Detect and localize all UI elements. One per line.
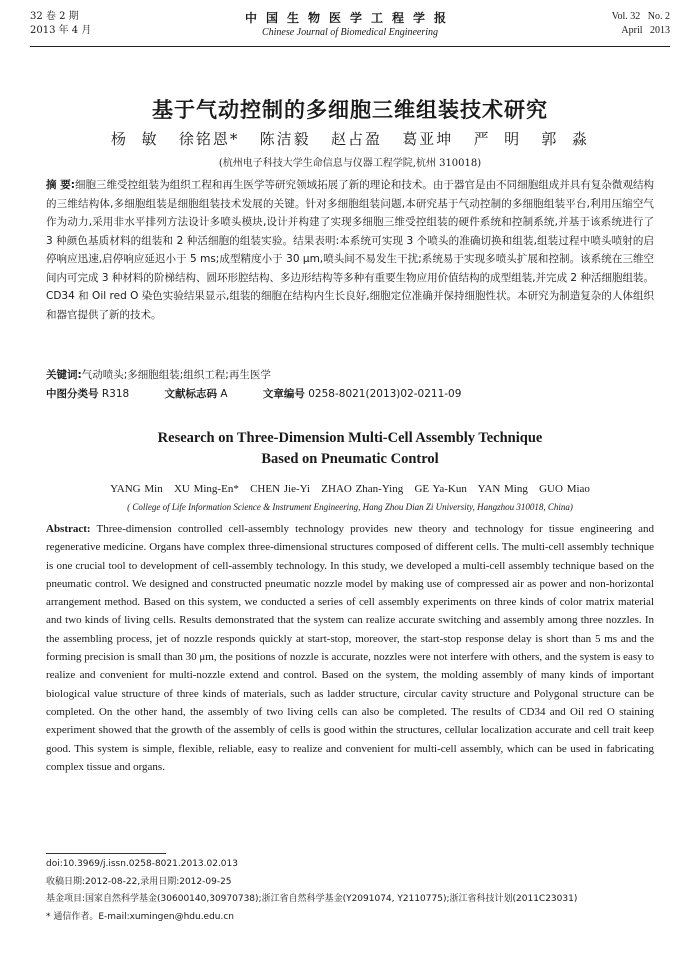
en-title — [0, 428, 700, 470]
en-title-line2: Based on Pneumatic Control — [261, 451, 439, 467]
en-authors: YANG Min XU Ming-En* CHEN Jie-Yi ZHAO Zhan-Ying GE Ya-Kun YAN Ming GUO Miao — [110, 483, 590, 495]
date-en: April 2013 — [621, 25, 670, 36]
en-title-line1: Research on Three-Dimension Multi-Cell Assembly Technique — [157, 430, 543, 446]
en-abstract-text: Three-dimension controlled cell-assembly technology provides new theory and technology for tissue engineering and regenerative medicine. Organs have complex three-dimensional structures composed of different cells. The multi-cell assembly technique is one crucial tool to development of cell-assembly technology. In this study, we developed a multi-cell assembly technique based on the pneumatic control. We designed and constructed pneumatic nozzle model by making use of compressed air as power and non-horizontal arrangement method. Based on this system, we conducted a series of cell assembly experiments on three kinds of color matrix material and two kinds of living cells. Results demonstrated that the system can realize accurate switching and assembly among three nozzles. In the assembling process, jet of nozzle responds quickly at start-stop, moreover, the start-stop response delay is short than 5 ms and the forming precision is small than 30 μm, the positions of nozzle is accurate, nozzles were not interfere with others, and the system is easy to realize and convenient for multi-nozzle extend and control. Based on the system, the molding assembly of many kinds of important biological value structure of three kinds of materials, such as ladder structure, circular cavity structure and Polygonal structure can be completed. On the other hand, the assembly of two living cells can also be completed. The results of CD34 and Oil red O staining experiment showed that the growth of the assembly of cells is good within the structures, cellular localization accurate and cell trait keep good. This system is simple, flexible, reliable, easy to realize and convenient for multi-cell assembly, which can be used in fabricating complex tissue and organs. — [46, 523, 654, 773]
en-affiliation: ( College of Life Information Science & Instrument Engineering, Hang Zhou Dian Zi University, Hangzhou 310018, China) — [127, 502, 573, 512]
clc-label: 中图分类号 — [46, 388, 99, 400]
date-cn: 2013 年 4 月 — [30, 25, 92, 36]
footnotes — [46, 856, 654, 926]
en-abstract — [46, 520, 654, 776]
cn-authors: 杨 敏 徐铭恩* 陈洁毅 赵占盈 葛亚坤 严 明 郭 淼 — [111, 130, 589, 148]
journal-name-cn: 中国生物医学工程学报 — [244, 11, 455, 25]
volume-issue-cn: 32 卷 2 期 — [30, 11, 79, 22]
header-rule — [30, 46, 670, 47]
cn-abstract-text: 细胞三维受控组装为组织工程和再生医学等研究领域拓展了新的理论和技术。由于器官是由不同细胞组成并具有复杂微观结构的三维结构体,多细胞组装是细胞组装技术发展的关键。针对多细胞组装问题,本研究基于气动控制的多细胞组装平台,利用压缩空气作为动力,采用非水平排列方法设计多喷头模块,设计并构建了实现多细胞三维受控组装的硬件系统和控制系统,并基于该系统进行了 3 种颜色基质材料的组装和 2 种活细胞的组装实验。结果表明:本系统可实现 3 个喷头的准确切换和组装,组装过程中喷头喷射的启停响应迅速,启停响应延迟小于 5 ms;成型精度小于 30 μm,喷头间不易发生干扰;系统易于实现多喷头扩展和控制。该系统在三维空间内可完成 3 种材料的阶梯结构、圆环形腔结构、多边形结构等多种有重要生物应用价值结构的成型组装,并完成 2 种活细胞组装。CD34 和 Oil red O 染色实验结果显示,组装的细胞在结构内生长良好,细胞定位准确并保持细胞性状。本研究为制造复杂的人体组织和器官提供了新的技术。 — [46, 179, 655, 321]
header-right — [612, 10, 670, 38]
footnote-rule — [46, 853, 166, 854]
volume-issue-en: Vol. 32 No. 2 — [611, 11, 670, 22]
cn-keywords — [46, 367, 654, 383]
doc-code-label: 文献标志码 — [164, 388, 218, 400]
cn-abstract-label: 摘 要: — [46, 179, 75, 191]
cn-abstract — [46, 176, 654, 324]
cn-keywords-text: 气动喷头;多细胞组装;组织工程;再生医学 — [81, 369, 271, 381]
header-center — [30, 10, 670, 40]
cn-title: 基于气动控制的多细胞三维组装技术研究 — [152, 98, 548, 122]
doc-code-value: A — [220, 388, 228, 400]
article-no-value: 0258-8021(2013)02-0211-09 — [308, 388, 462, 400]
running-header — [30, 10, 670, 44]
clc-value: R318 — [101, 388, 130, 400]
article-no-label: 文章编号 — [262, 388, 305, 400]
cn-classification — [46, 386, 654, 402]
corresponding-author: * 通信作者。E-mail:xumingen@hdu.edu.cn — [46, 911, 235, 922]
journal-name-en: Chinese Journal of Biomedical Engineering — [261, 27, 439, 38]
cn-affiliation: (杭州电子科技大学生命信息与仪器工程学院,杭州 310018) — [218, 158, 482, 169]
cn-keywords-label: 关键词: — [46, 369, 82, 381]
en-abstract-label: Abstract: — [46, 523, 91, 535]
received-dates: 收稿日期:2012-08-22,录用日期:2012-09-25 — [46, 876, 232, 887]
funding: 基金项目:国家自然科学基金(30600140,30970738);浙江省自然科学基金(Y2091074, Y2110775);浙江省科技计划(2011C23031) — [46, 894, 578, 904]
doi: doi:10.3969/j.issn.0258-8021.2013.02.013 — [46, 859, 238, 869]
